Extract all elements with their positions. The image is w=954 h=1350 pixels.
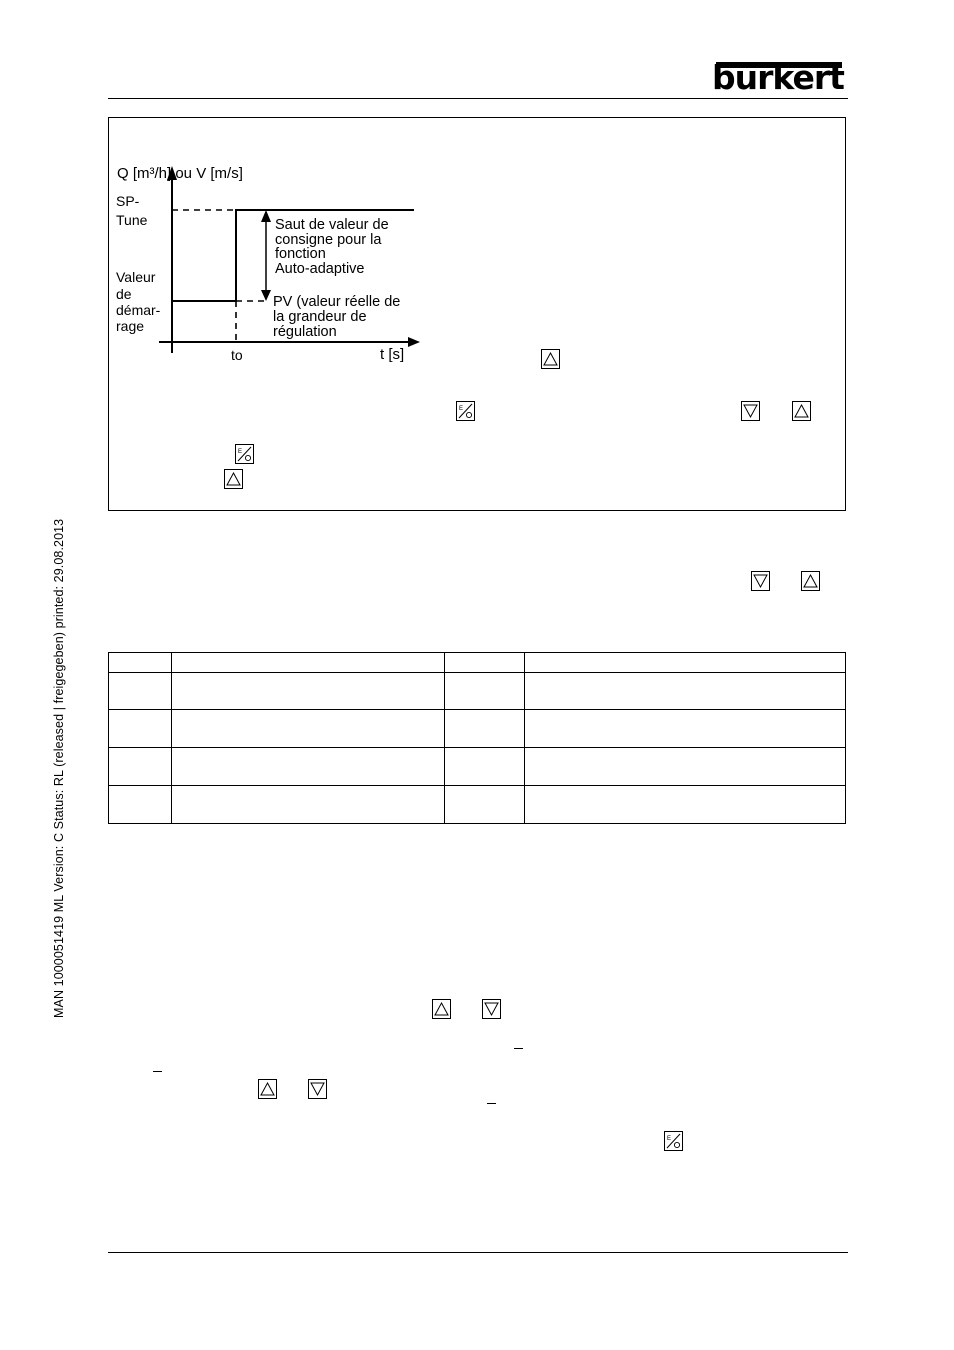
down-arrow-key-icon bbox=[482, 999, 501, 1019]
underscore-mark bbox=[514, 1048, 523, 1049]
table-cell bbox=[525, 786, 846, 824]
down-arrow-key-icon bbox=[741, 401, 760, 421]
table-row bbox=[109, 673, 846, 710]
footer-rule bbox=[108, 1252, 848, 1253]
brand-logo: bürkert bbox=[712, 58, 844, 97]
up-arrow-key-icon bbox=[258, 1079, 277, 1099]
annotation-step-line2: consigne pour la bbox=[275, 232, 382, 248]
table-cell bbox=[525, 653, 846, 673]
table-cell bbox=[109, 710, 172, 748]
table-cell bbox=[445, 710, 525, 748]
table-cell bbox=[445, 673, 525, 710]
annotation-pv-line2: la grandeur de bbox=[273, 309, 367, 325]
header-rule bbox=[108, 98, 848, 99]
table-cell bbox=[445, 653, 525, 673]
table-cell bbox=[172, 748, 445, 786]
sp-tune-label-line1: SP- bbox=[116, 193, 140, 209]
start-value-label-line1: Valeur bbox=[116, 269, 156, 285]
start-value-label-line2: de bbox=[116, 286, 132, 302]
x-axis-label: t [s] bbox=[380, 346, 405, 363]
table-cell bbox=[109, 673, 172, 710]
start-value-label-line3: démar- bbox=[116, 302, 161, 318]
table-cell bbox=[109, 786, 172, 824]
annotation-pv-line1: PV (valeur réelle de bbox=[273, 294, 401, 310]
up-arrow-key-icon bbox=[541, 349, 560, 369]
up-arrow-key-icon bbox=[792, 401, 811, 421]
underscore-mark bbox=[487, 1103, 496, 1104]
document-status-text: MAN 1000051419 ML Version: C Status: RL (released | freigegeben) printed: 29.08.2013 bbox=[52, 518, 66, 1018]
table-cell bbox=[172, 710, 445, 748]
annotation-step-line3: fonction bbox=[275, 246, 326, 262]
enter-key-icon bbox=[235, 444, 254, 464]
table-row bbox=[109, 748, 846, 786]
table-cell bbox=[109, 748, 172, 786]
annotation-step-line4: Auto-adaptive bbox=[275, 261, 365, 277]
chart-background bbox=[114, 158, 424, 366]
svg-text:E: E bbox=[459, 406, 464, 412]
enter-key-icon bbox=[456, 401, 475, 421]
svg-text:E: E bbox=[667, 1136, 672, 1142]
enter-key-icon bbox=[664, 1131, 683, 1151]
table-cell bbox=[172, 653, 445, 673]
parameter-table bbox=[108, 652, 846, 824]
x-tick-to: to bbox=[231, 347, 243, 363]
table-cell bbox=[445, 748, 525, 786]
table-cell bbox=[525, 710, 846, 748]
y-axis-label: Q [m³/h] ou V [m/s] bbox=[117, 165, 243, 182]
svg-text:E: E bbox=[238, 449, 243, 455]
annotation-pv-line3: régulation bbox=[273, 324, 337, 340]
up-arrow-key-icon bbox=[224, 469, 243, 489]
start-value-label-line4: rage bbox=[116, 318, 145, 334]
table-header-row bbox=[109, 653, 846, 673]
up-arrow-key-icon bbox=[432, 999, 451, 1019]
up-arrow-key-icon bbox=[801, 571, 820, 591]
table-cell bbox=[109, 653, 172, 673]
table-row bbox=[109, 710, 846, 748]
down-arrow-key-icon bbox=[751, 571, 770, 591]
table-row bbox=[109, 786, 846, 824]
setpoint-step-chart bbox=[114, 158, 424, 366]
sp-tune-label-line2: Tune bbox=[116, 212, 148, 228]
underscore-mark bbox=[153, 1071, 162, 1072]
annotation-step-line1: Saut de valeur de bbox=[275, 217, 389, 233]
down-arrow-key-icon bbox=[308, 1079, 327, 1099]
table-cell bbox=[172, 673, 445, 710]
table-cell bbox=[445, 786, 525, 824]
table-cell bbox=[525, 748, 846, 786]
table-cell bbox=[172, 786, 445, 824]
table-cell bbox=[525, 673, 846, 710]
